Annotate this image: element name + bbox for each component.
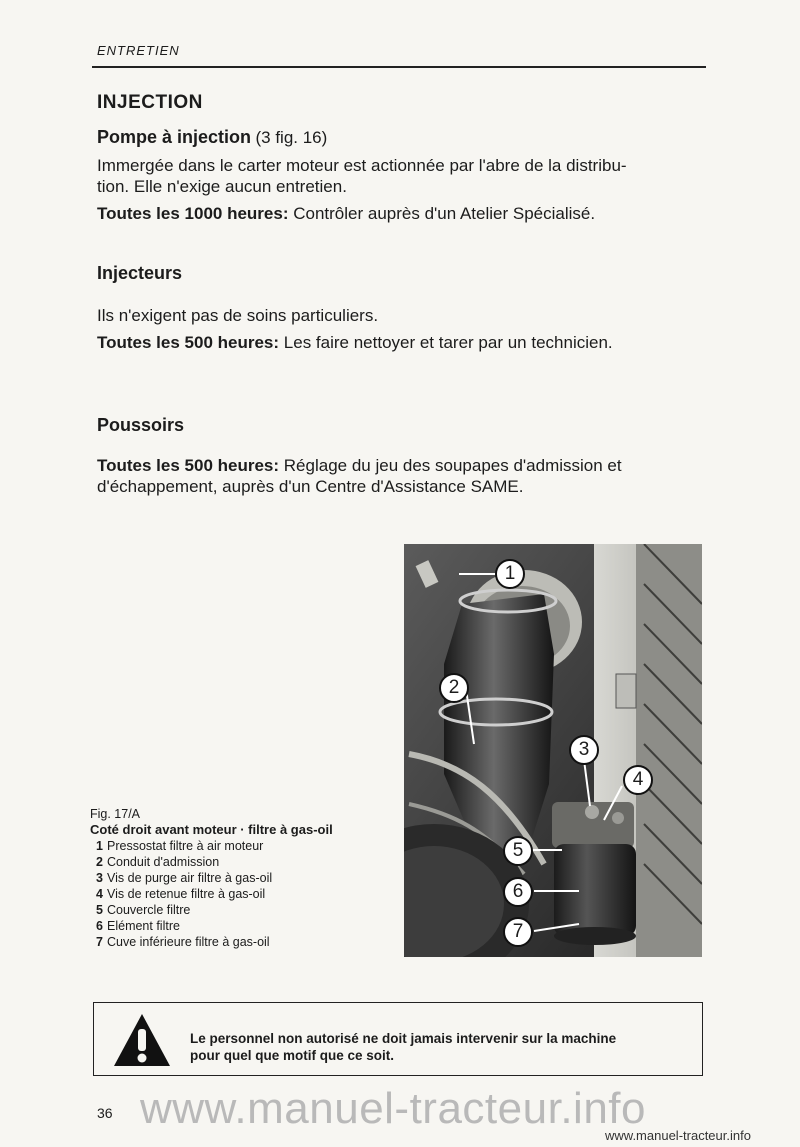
section-header: ENTRETIEN bbox=[97, 43, 180, 58]
pompe-interval bbox=[97, 203, 712, 224]
caption-item: 4 Vis de retenue filtre à gas-oil bbox=[96, 887, 266, 901]
injecteurs-interval-label: Toutes les 500 heures: bbox=[97, 333, 280, 352]
pompe-text-line2: tion. Elle n'exige aucun entretien. bbox=[97, 177, 347, 196]
warning-text bbox=[190, 1030, 690, 1064]
pompe-heading: Pompe à injection bbox=[97, 127, 252, 147]
watermark-small: www.manuel-tracteur.info bbox=[605, 1128, 751, 1143]
injecteurs-interval bbox=[97, 332, 712, 353]
pompe-interval-label: Toutes les 1000 heures: bbox=[97, 204, 289, 223]
callout-1: 1 bbox=[494, 558, 526, 595]
callout-6: 6 bbox=[502, 876, 534, 913]
warning-triangle-icon bbox=[112, 1012, 172, 1073]
poussoirs-interval bbox=[97, 455, 712, 497]
pompe-ref: (3 fig. 16) bbox=[255, 128, 328, 147]
engine-photo-drawing bbox=[404, 544, 702, 957]
warning-line2: pour quel que motif que ce soit. bbox=[190, 1048, 395, 1063]
caption-item: 6 Elément filtre bbox=[96, 919, 180, 933]
caption-item: 7 Cuve inférieure filtre à gas-oil bbox=[96, 935, 270, 949]
poussoirs-interval-text2: d'échappement, auprès d'un Centre d'Assistance SAME. bbox=[97, 477, 524, 496]
engine-photo bbox=[404, 544, 702, 957]
header-rule bbox=[92, 66, 706, 68]
injecteurs-text: Ils n'exigent pas de soins particuliers. bbox=[97, 306, 379, 325]
callout-4: 4 bbox=[622, 764, 654, 801]
callout-5: 5 bbox=[502, 835, 534, 872]
poussoirs-interval-label: Toutes les 500 heures: bbox=[97, 456, 280, 475]
caption-item: 2 Conduit d'admission bbox=[96, 855, 220, 869]
callout-7: 7 bbox=[502, 916, 534, 953]
poussoirs-heading: Poussoirs bbox=[97, 415, 185, 435]
watermark: www.manuel-tracteur.info bbox=[140, 1084, 646, 1133]
poussoirs-interval-text: Réglage du jeu des soupapes d'admission et bbox=[283, 456, 622, 475]
caption-item: 3 Vis de purge air filtre à gas-oil bbox=[96, 871, 273, 885]
warning-line1: Le personnel non autorisé ne doit jamais intervenir sur la machine bbox=[190, 1031, 617, 1046]
page-number: 36 bbox=[97, 1105, 113, 1121]
callout-2: 2 bbox=[438, 672, 470, 709]
caption-item: 1 Pressostat filtre à air moteur bbox=[96, 839, 264, 853]
pompe-text bbox=[97, 155, 712, 197]
caption-item: 5 Couvercle filtre bbox=[96, 903, 191, 917]
caption-ref: Fig. 17/A bbox=[90, 807, 141, 821]
injecteurs-heading: Injecteurs bbox=[97, 263, 183, 283]
injection-title: INJECTION bbox=[97, 92, 203, 113]
pompe-heading-line bbox=[97, 127, 327, 148]
caption-title: Coté droit avant moteur · filtre à gas-oil bbox=[90, 822, 333, 837]
pompe-interval-text: Contrôler auprès d'un Atelier Spécialisé. bbox=[293, 204, 596, 223]
pompe-text-line1: Immergée dans le carter moteur est actionnée par l'abre de la distribu- bbox=[97, 156, 627, 175]
injecteurs-interval-text: Les faire nettoyer et tarer par un technicien. bbox=[283, 333, 613, 352]
callout-3: 3 bbox=[568, 734, 600, 771]
figure-caption bbox=[90, 806, 400, 950]
